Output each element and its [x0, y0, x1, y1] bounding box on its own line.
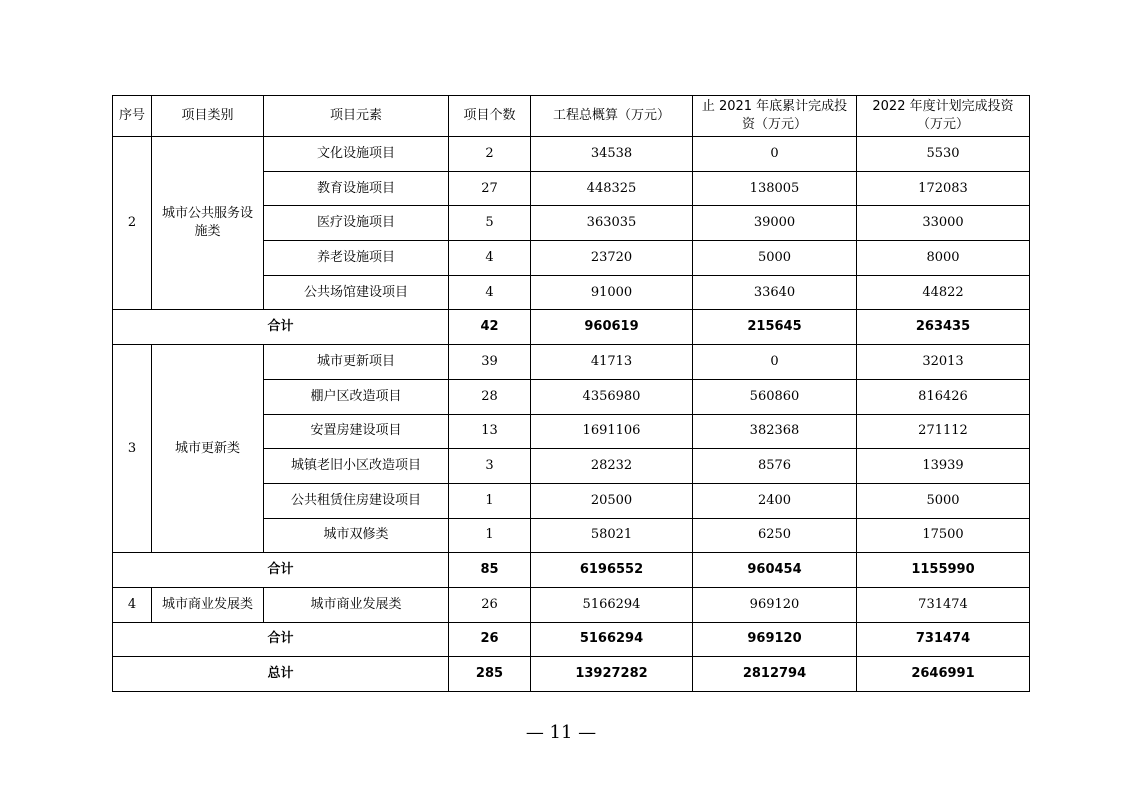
plan2022-cell: 44822	[857, 275, 1030, 310]
grand-total-budget: 13927282	[531, 657, 693, 692]
plan2022-cell: 172083	[857, 171, 1030, 206]
budget-cell: 448325	[531, 171, 693, 206]
category-cell: 城市公共服务设施类	[152, 137, 264, 310]
budget-cell: 363035	[531, 206, 693, 241]
cumulative-cell: 33640	[693, 275, 857, 310]
header-budget: 工程总概算（万元）	[531, 96, 693, 137]
element-cell: 公共场馆建设项目	[264, 275, 449, 310]
count-cell: 5	[449, 206, 531, 241]
budget-cell: 1691106	[531, 414, 693, 449]
header-count: 项目个数	[449, 96, 531, 137]
count-cell: 1	[449, 518, 531, 553]
budget-cell: 58021	[531, 518, 693, 553]
category-cell: 城市更新类	[152, 345, 264, 553]
header-cumulative: 止 2021 年底累计完成投资（万元）	[693, 96, 857, 137]
cumulative-cell: 382368	[693, 414, 857, 449]
subtotal-row	[113, 310, 1030, 345]
header-plan2022: 2022 年度计划完成投资（万元）	[857, 96, 1030, 137]
subtotal-row	[113, 553, 1030, 588]
element-cell: 城市更新项目	[264, 345, 449, 380]
count-cell: 4	[449, 275, 531, 310]
budget-cell: 23720	[531, 241, 693, 276]
subtotal-label: 合计	[113, 310, 449, 345]
cumulative-cell: 0	[693, 137, 857, 172]
count-cell: 13	[449, 414, 531, 449]
budget-cell: 28232	[531, 449, 693, 484]
investment-table	[112, 95, 1030, 692]
plan2022-cell: 13939	[857, 449, 1030, 484]
plan2022-cell: 271112	[857, 414, 1030, 449]
subtotal-label: 合计	[113, 622, 449, 657]
header-element: 项目元素	[264, 96, 449, 137]
cumulative-cell: 6250	[693, 518, 857, 553]
cumulative-cell: 5000	[693, 241, 857, 276]
budget-cell: 5166294	[531, 587, 693, 622]
seq-cell: 2	[113, 137, 152, 310]
subtotal-plan2022: 263435	[857, 310, 1030, 345]
count-cell: 28	[449, 379, 531, 414]
count-cell: 2	[449, 137, 531, 172]
count-cell: 3	[449, 449, 531, 484]
header-row	[113, 96, 1030, 137]
header-category: 项目类别	[152, 96, 264, 137]
cumulative-cell: 39000	[693, 206, 857, 241]
plan2022-cell: 5530	[857, 137, 1030, 172]
grand-total-cumulative: 2812794	[693, 657, 857, 692]
element-cell: 城市双修类	[264, 518, 449, 553]
budget-cell: 41713	[531, 345, 693, 380]
budget-cell: 91000	[531, 275, 693, 310]
grand-total-plan2022: 2646991	[857, 657, 1030, 692]
budget-cell: 20500	[531, 483, 693, 518]
category-cell: 城市商业发展类	[152, 587, 264, 622]
page-number: — 11 —	[525, 722, 597, 743]
seq-cell: 3	[113, 345, 152, 553]
element-cell: 城镇老旧小区改造项目	[264, 449, 449, 484]
element-cell: 医疗设施项目	[264, 206, 449, 241]
table-row	[113, 587, 1030, 622]
grand-total-label: 总计	[113, 657, 449, 692]
subtotal-budget: 6196552	[531, 553, 693, 588]
table-body	[113, 137, 1030, 692]
count-cell: 4	[449, 241, 531, 276]
grand-total-count: 285	[449, 657, 531, 692]
subtotal-count: 85	[449, 553, 531, 588]
plan2022-cell: 731474	[857, 587, 1030, 622]
cumulative-cell: 969120	[693, 587, 857, 622]
cumulative-cell: 0	[693, 345, 857, 380]
plan2022-cell: 8000	[857, 241, 1030, 276]
subtotal-label: 合计	[113, 553, 449, 588]
header-seq: 序号	[113, 96, 152, 137]
cumulative-cell: 2400	[693, 483, 857, 518]
subtotal-budget: 960619	[531, 310, 693, 345]
budget-cell: 34538	[531, 137, 693, 172]
cumulative-cell: 560860	[693, 379, 857, 414]
plan2022-cell: 5000	[857, 483, 1030, 518]
subtotal-budget: 5166294	[531, 622, 693, 657]
element-cell: 城市商业发展类	[264, 587, 449, 622]
subtotal-plan2022: 731474	[857, 622, 1030, 657]
plan2022-cell: 33000	[857, 206, 1030, 241]
cumulative-cell: 138005	[693, 171, 857, 206]
count-cell: 1	[449, 483, 531, 518]
subtotal-row	[113, 622, 1030, 657]
table-row	[113, 137, 1030, 172]
subtotal-cumulative: 960454	[693, 553, 857, 588]
count-cell: 26	[449, 587, 531, 622]
element-cell: 文化设施项目	[264, 137, 449, 172]
count-cell: 27	[449, 171, 531, 206]
element-cell: 安置房建设项目	[264, 414, 449, 449]
subtotal-cumulative: 969120	[693, 622, 857, 657]
subtotal-count: 42	[449, 310, 531, 345]
element-cell: 养老设施项目	[264, 241, 449, 276]
table-row	[113, 345, 1030, 380]
subtotal-plan2022: 1155990	[857, 553, 1030, 588]
grand-total-row	[113, 657, 1030, 692]
element-cell: 教育设施项目	[264, 171, 449, 206]
subtotal-cumulative: 215645	[693, 310, 857, 345]
element-cell: 公共租赁住房建设项目	[264, 483, 449, 518]
subtotal-count: 26	[449, 622, 531, 657]
element-cell: 棚户区改造项目	[264, 379, 449, 414]
plan2022-cell: 32013	[857, 345, 1030, 380]
cumulative-cell: 8576	[693, 449, 857, 484]
budget-cell: 4356980	[531, 379, 693, 414]
plan2022-cell: 816426	[857, 379, 1030, 414]
plan2022-cell: 17500	[857, 518, 1030, 553]
count-cell: 39	[449, 345, 531, 380]
seq-cell: 4	[113, 587, 152, 622]
